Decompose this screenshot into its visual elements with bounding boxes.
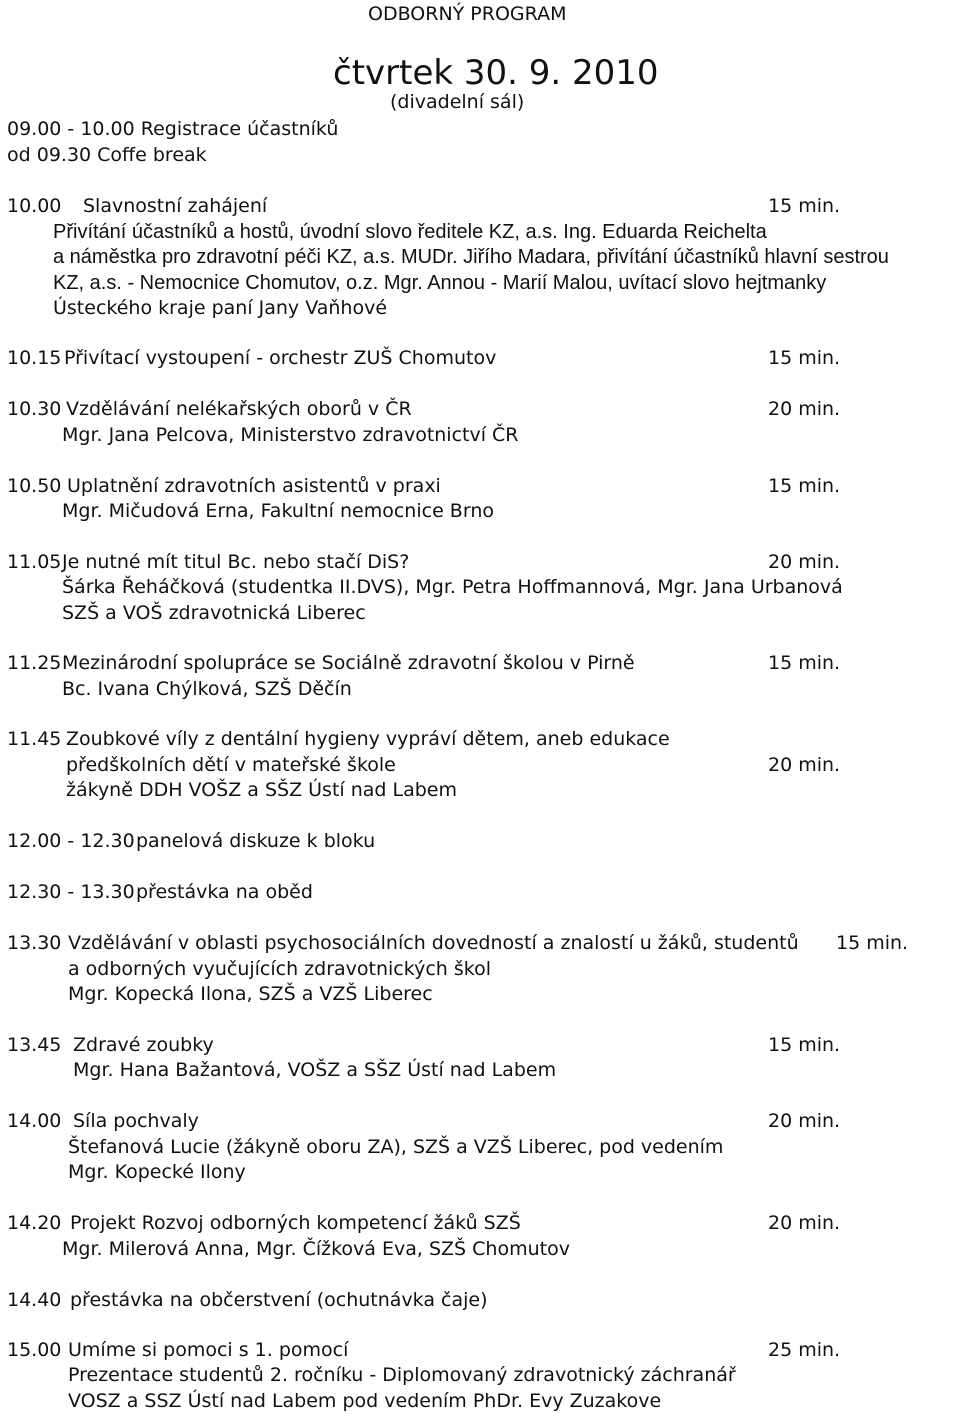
item-title: Projekt Rozvoj odborných kompetencí žáků SZŠ bbox=[70, 1212, 521, 1234]
item-detail: Ústeckého kraje paní Jany Vaňhové bbox=[53, 297, 388, 319]
item-detail: a náměstka pro zdravotní péči KZ, a.s. MUDr. Jiřího Madara, přivítání účastníků hlavní sestrou bbox=[53, 246, 889, 268]
item-title: Přivítací vystoupení - orchestr ZUŠ Chomutov bbox=[64, 347, 497, 369]
item-title: přestávka na oběd bbox=[136, 881, 313, 903]
item-time: 10.15 bbox=[7, 347, 62, 369]
item-detail: VOSZ a SSZ Ústí nad Labem pod vedením PhDr. Evy Zuzakove bbox=[68, 1390, 662, 1412]
item-title: Vzdělávání v oblasti psychosociálních dovedností a znalostí u žáků, studentů bbox=[68, 932, 799, 954]
item-time: 12.00 - 12.30 bbox=[7, 830, 135, 852]
item-time: 15.00 bbox=[7, 1339, 62, 1361]
coffee-break-line: od 09.30 Coffe break bbox=[7, 144, 207, 166]
item-detail: Šárka Řeháčková (studentka II.DVS), Mgr. Petra Hoffmannová, Mgr. Jana Urbanová bbox=[62, 576, 843, 598]
item-duration: 20 min. bbox=[768, 754, 841, 776]
item-detail: Přivítání účastníků a hostů, úvodní slovo ředitele KZ, a.s. Ing. Eduarda Reichelta bbox=[53, 221, 767, 243]
item-duration: 25 min. bbox=[768, 1339, 841, 1361]
item-title: Umíme si pomoci s 1. pomocí bbox=[68, 1339, 349, 1361]
item-detail: Prezentace studentů 2. ročníku - Diplomovaný zdravotnický záchranář bbox=[68, 1364, 736, 1386]
item-detail: Mgr. Hana Bažantová, VOŠZ a SŠZ Ústí nad Labem bbox=[73, 1059, 557, 1081]
item-time: 13.30 bbox=[7, 932, 62, 954]
item-title: Uplatnění zdravotních asistentů v praxi bbox=[67, 475, 441, 497]
item-time: 14.20 bbox=[7, 1212, 62, 1234]
item-title: přestávka na občerstvení (ochutnávka čaje) bbox=[70, 1289, 488, 1311]
item-time: 14.40 bbox=[7, 1289, 62, 1311]
item-duration: 15 min. bbox=[768, 1034, 841, 1056]
item-detail: Mgr. Kopecká Ilona, SZŠ a VZŠ Liberec bbox=[68, 983, 433, 1005]
item-time: 11.25 bbox=[7, 652, 62, 674]
date-title: čtvrtek 30. 9. 2010 bbox=[333, 53, 659, 93]
item-title: Mezinárodní spolupráce se Sociálně zdravotní školou v Pirně bbox=[62, 652, 635, 674]
item-title: Síla pochvaly bbox=[73, 1110, 199, 1132]
program-heading: ODBORNÝ PROGRAM bbox=[368, 3, 567, 25]
item-duration: 15 min. bbox=[768, 652, 841, 674]
item-title: Zdravé zoubky bbox=[73, 1034, 214, 1056]
item-detail: Bc. Ivana Chýlková, SZŠ Děčín bbox=[62, 678, 352, 700]
item-title: Vzdělávání nelékařských oborů v ČR bbox=[66, 398, 412, 420]
item-time: 14.00 bbox=[7, 1110, 62, 1132]
item-duration: 20 min. bbox=[768, 398, 841, 420]
item-time: 10.00 bbox=[7, 195, 62, 217]
item-title: Je nutné mít titul Bc. nebo stačí DiS? bbox=[62, 551, 410, 573]
item-time: 12.30 - 13.30 bbox=[7, 881, 135, 903]
item-time: 10.30 bbox=[7, 398, 62, 420]
item-duration: 20 min. bbox=[768, 1212, 841, 1234]
item-duration: 15 min. bbox=[768, 195, 841, 217]
item-detail: předškolních dětí v mateřské škole bbox=[66, 754, 396, 776]
item-detail: Mgr. Jana Pelcova, Ministerstvo zdravotnictví ČR bbox=[62, 424, 519, 446]
item-detail: Štefanová Lucie (žákyně oboru ZA), SZŠ a VZŠ Liberec, pod vedením bbox=[68, 1136, 724, 1158]
item-detail: Mgr. Milerová Anna, Mgr. Čížková Eva, SZŠ Chomutov bbox=[62, 1238, 570, 1260]
registration-line: 09.00 - 10.00 Registrace účastníků bbox=[7, 118, 339, 140]
item-detail: a odborných vyučujících zdravotnických škol bbox=[68, 958, 491, 980]
item-time: 10.50 bbox=[7, 475, 62, 497]
item-title: Zoubkové víly z dentální hygieny vypráví dětem, aneb edukace bbox=[66, 728, 670, 750]
item-title: Slavnostní zahájení bbox=[83, 195, 268, 217]
item-title: panelová diskuze k bloku bbox=[136, 830, 376, 852]
item-duration: 15 min. bbox=[836, 932, 909, 954]
venue-label: (divadelní sál) bbox=[390, 91, 525, 113]
item-duration: 20 min. bbox=[768, 551, 841, 573]
item-detail: KZ, a.s. - Nemocnice Chomutov, o.z. Mgr. Annou - Marií Malou, uvítací slovo hejtmanky bbox=[53, 272, 827, 294]
item-detail: Mgr. Mičudová Erna, Fakultní nemocnice Brno bbox=[62, 500, 494, 522]
item-duration: 20 min. bbox=[768, 1110, 841, 1132]
item-time: 11.05 bbox=[7, 551, 62, 573]
item-duration: 15 min. bbox=[768, 347, 841, 369]
item-detail: SZŠ a VOŠ zdravotnická Liberec bbox=[62, 602, 366, 624]
item-detail: Mgr. Kopecké Ilony bbox=[68, 1161, 246, 1183]
item-time: 13.45 bbox=[7, 1034, 62, 1056]
item-time: 11.45 bbox=[7, 728, 62, 750]
item-detail: žákyně DDH VOŠZ a SŠZ Ústí nad Labem bbox=[66, 779, 457, 801]
item-duration: 15 min. bbox=[768, 475, 841, 497]
